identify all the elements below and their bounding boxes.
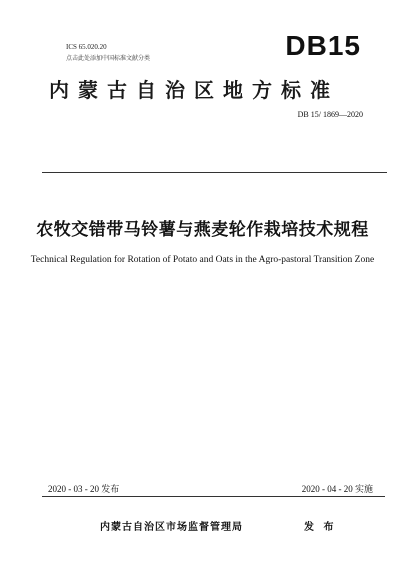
footer-divider — [42, 496, 385, 497]
publisher: 内蒙古自治区市场监督管理局 — [100, 522, 243, 533]
publish-label: 发 布 — [304, 522, 337, 533]
standard-code: DB15 — [285, 30, 361, 61]
standard-type-title: 内蒙古自治区地方标准 — [49, 78, 339, 102]
issue-date: 2020 - 03 - 20 发布 — [48, 484, 120, 494]
ics-code: ICS 65.020.20 — [66, 43, 107, 51]
classification-placeholder[interactable]: 点击此处添加中国标准文献分类 — [66, 55, 151, 62]
implementation-date: 2020 - 04 - 20 实施 — [301, 484, 373, 494]
chinese-title: 农牧交错带马铃薯与燕麦轮作栽培技术规程 — [36, 220, 369, 240]
english-title: Technical Regulation for Rotation of Potato and Oats in the Agro-pastoral Transition Zone — [30, 255, 375, 265]
header-divider — [42, 172, 387, 173]
standard-number: DB 15/ 1869—2020 — [297, 110, 363, 119]
